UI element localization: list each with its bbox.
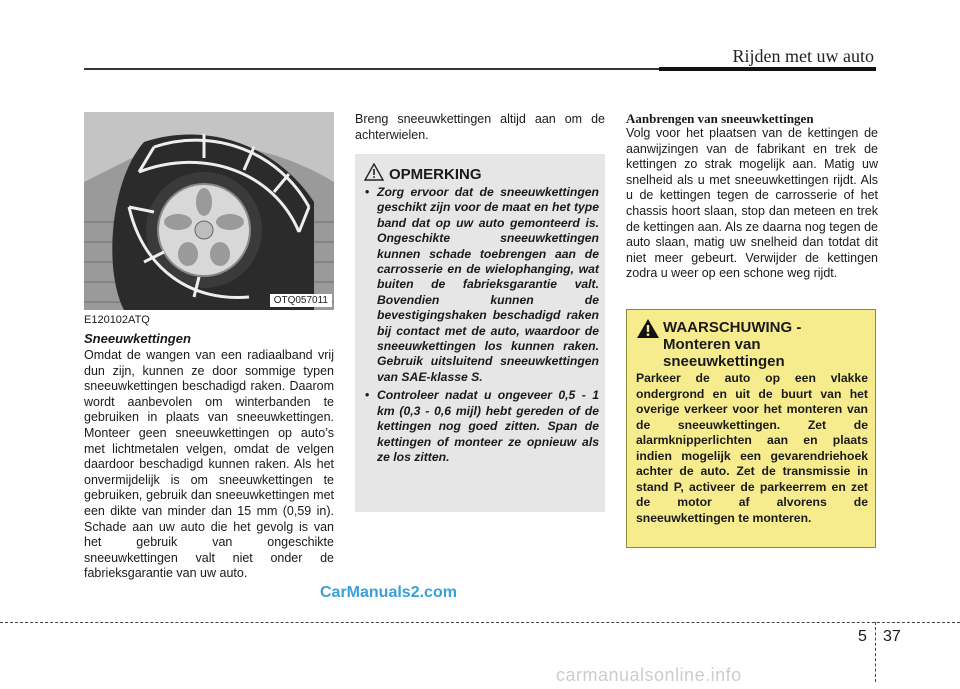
rear-wheels-intro: Breng sneeuwkettingen altijd aan om de achterwielen. xyxy=(355,112,605,142)
warning-title xyxy=(663,319,863,370)
section-title: Rijden met uw auto xyxy=(732,46,874,66)
note-item: • Zorg ervoor dat de sneeuwkettingen geschikt zijn voor de maat en het type band dat op uw auto gemonteerd is. Ongeschikte sneeuwkettingen kunnen schade toebrengen aan de carrosserie en de wielophanging, wat buiten de fabrieksgarantie valt. Bovendien kunnen de bevestigingshaken beschadigd raken bij contact met de auto, waardoor de sneeuwkettingen los kunnen raken. Gebruik uitsluitend sneeuwkettingen van SAE-klasse S. xyxy=(365,185,599,384)
warning-text: Parkeer de auto op een vlakke ondergrond en uit de buurt van het overige verkeer voor het monteren van de sneeuwkettingen. Zet de alarmknipperlichten aan en plaats indien mogelijk een gevarendriehoek achter de auto. Zet de transmissie in stand P, activeer de parkeerrem en zet de motor af alvorens de sneeuwkettingen te monteren. xyxy=(636,371,868,525)
chapter-number: 5 xyxy=(858,628,867,645)
wheel-illustration xyxy=(84,112,334,310)
note-item-text: Zorg ervoor dat de sneeuwkettingen geschikt zijn voor de maat en het type band dat op uw auto gemonteerd is. Ongeschikte sneeuwkettingen kunnen schade toebrengen aan de carrosserie en de wielophanging, wat buiten de fabrieksgarantie valt. Bovendien kunnen de bevestigingshaken beschadigd raken bij contact met de auto, waardoor de sneeuwkettingen los kunnen raken. Gebruik uitsluitend sneeuwkettingen van SAE-klasse S. xyxy=(377,185,599,384)
section-subheading: Sneeuwkettingen xyxy=(84,331,191,346)
warning-title-line1: WAARSCHUWING - xyxy=(663,319,802,336)
reference-code: E120102ATQ xyxy=(84,314,150,326)
page-number-divider xyxy=(875,622,876,682)
header-rule-accent xyxy=(659,67,876,71)
watermark-footer: carmanualsonline.info xyxy=(556,665,742,685)
warning-title-line2: Monteren van sneeuwkettingen xyxy=(663,336,785,370)
mounting-heading: Aanbrengen van sneeuwkettingen xyxy=(626,111,814,126)
header-rule xyxy=(84,68,659,70)
warning-triangle-icon xyxy=(636,318,660,339)
photo-code: OTQ057011 xyxy=(270,294,332,307)
footer-rule xyxy=(0,622,960,623)
warning-box xyxy=(626,309,876,548)
snow-chains-paragraph: Omdat de wangen van een radiaalband vrij dun zijn, kunnen ze door sommige typen sneeuwkettingen beschadigd raken. Daarom wordt aanbevolen om winterbanden te gebruiken in plaats van sneeuwkettingen. Monteer geen sneeuwkettingen op auto’s met lichtmetalen velgen, omdat de velgen daardoor beschadigd kunnen raken. Als het onvermijdelijk is om sneeuwkettingen te gebruiken, gebruik dan sneeuwkettingen met een dikte van minder dan 15 mm (0,59 in). Schade aan uw auto die het gevolg is van het gebruik van ongeschikte sneeuwkettingen valt niet onder de fabrieksgarantie van uw auto. xyxy=(84,348,334,581)
note-list xyxy=(363,185,599,468)
note-box xyxy=(355,154,605,512)
caution-triangle-icon xyxy=(364,163,384,181)
mounting-paragraph: Volg voor het plaatsen van de kettingen de aanwijzingen van de fabrikant en trek de kettingen zo strak mogelijk aan. Matig uw snelheid als u met sneeuwkettingen rijdt. Als u de kettingen tegen de carrosserie of het chassis hoort slaan, stop dan meteen en trek de kettingen aan. Als ze daarna nog tegen de auto slaan, matig uw snelheid dan totdat dit niet meer gebeurt. Verwijder de kettingen zodra u weer op een schone weg rijdt. xyxy=(626,126,878,281)
note-title: OPMERKING xyxy=(389,166,482,183)
watermark-link[interactable]: CarManuals2.com xyxy=(320,584,457,601)
snow-chain-wheel-photo xyxy=(84,112,334,310)
page-number: 37 xyxy=(883,628,901,645)
note-item: • Controleer nadat u ongeveer 0,5 - 1 km (0,3 - 0,6 mijl) hebt gereden of de kettingen nog goed zitten. Span de kettingen of monteer ze opnieuw als ze los zitten. xyxy=(365,388,599,464)
note-item-text: Controleer nadat u ongeveer 0,5 - 1 km (0,3 - 0,6 mijl) hebt gereden of de kettingen nog goed zitten. Span de kettingen of monteer ze opnieuw als ze los zitten. xyxy=(377,388,599,464)
